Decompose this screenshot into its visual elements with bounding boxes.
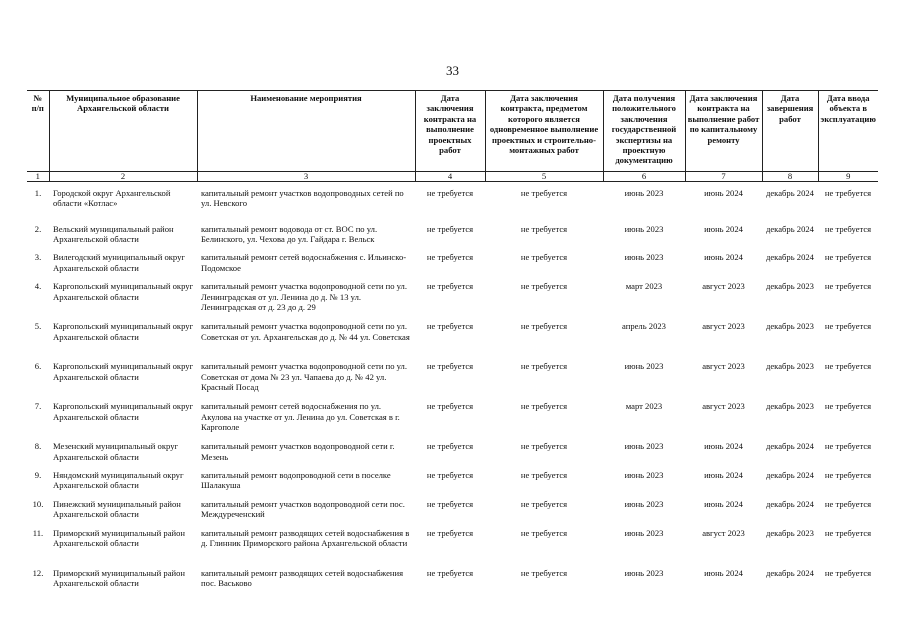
repair-contract-cell: июнь 2024 — [704, 188, 743, 198]
expertise-cell: июнь 2023 — [624, 441, 664, 452]
completion-cell: декабрь 2024 — [766, 441, 814, 452]
column-number: 4 — [415, 172, 485, 182]
expertise-cell: июнь 2023 — [624, 188, 664, 198]
municipality-cell: Каргопольский муниципальный округ Архангельской области — [53, 281, 194, 302]
header-row — [27, 91, 878, 172]
table-row — [27, 462, 878, 491]
header-cell-expertise: Дата получения положительного заключения государственной экспертизы на проектную документацию — [603, 91, 685, 172]
expertise-cell: июнь 2023 — [624, 498, 664, 509]
expertise-cell: июнь 2023 — [624, 469, 664, 480]
combined-contract-cell: не требуется — [520, 441, 568, 452]
column-number: 1 — [27, 172, 49, 182]
completion-cell: декабрь 2024 — [766, 252, 814, 263]
table-row — [27, 433, 878, 462]
column-number: 8 — [762, 172, 818, 182]
municipality-cell: Няндомский муниципальный округ Архангельской области — [53, 469, 184, 491]
repair-contract-cell: июнь 2024 — [704, 441, 743, 452]
expertise-cell: июнь 2023 — [624, 223, 664, 234]
completion-cell: декабрь 2024 — [766, 498, 814, 509]
table-row — [27, 313, 878, 353]
action-cell: капитальный ремонт водопроводной сети в поселке Шалакуша — [201, 469, 391, 491]
commissioning-cell: не требуется — [824, 567, 872, 578]
combined-contract-cell: не требуется — [520, 567, 568, 578]
action-cell: капитальный ремонт разводящих сетей водоснабжения пос. Васьково — [201, 567, 404, 588]
table-row — [27, 216, 878, 245]
combined-contract-cell: не требуется — [520, 361, 568, 372]
row-number: 2. — [34, 223, 42, 234]
expertise-cell: март 2023 — [625, 281, 663, 292]
action-cell: капитальный ремонт участков водопроводной сети пос. Междуреченский — [201, 498, 405, 520]
schedule-table — [27, 90, 878, 588]
header-cell-combined-contract: Дата заключения контракта, предметом которого является одновременное выполнение проектных и строительно-монтажных работ — [485, 91, 603, 172]
column-number: 5 — [485, 172, 603, 182]
table-row — [27, 520, 878, 560]
row-number: 7. — [34, 401, 42, 412]
completion-cell: декабрь 2023 — [766, 281, 814, 292]
completion-cell: декабрь 2023 — [766, 527, 814, 538]
table-row — [27, 393, 878, 433]
row-number: 5. — [34, 321, 42, 332]
row-number: 1. — [34, 188, 42, 198]
municipality-cell: Каргопольский муниципальный округ Архангельской области — [53, 361, 194, 382]
table-row — [27, 244, 878, 273]
municipality-cell: Приморский муниципальный район Архангельской области — [53, 527, 186, 548]
commissioning-cell: не требуется — [824, 498, 872, 509]
design-contract-cell: не требуется — [426, 498, 474, 509]
expertise-cell: июнь 2023 — [624, 527, 664, 538]
combined-contract-cell: не требуется — [520, 188, 568, 198]
commissioning-cell: не требуется — [824, 252, 872, 263]
column-number: 9 — [818, 172, 878, 182]
row-number: 12. — [32, 567, 44, 578]
repair-contract-cell: август 2023 — [702, 527, 745, 538]
commissioning-cell: не требуется — [824, 281, 872, 292]
combined-contract-cell: не требуется — [520, 281, 568, 292]
combined-contract-cell: не требуется — [520, 527, 568, 538]
design-contract-cell: не требуется — [426, 321, 474, 332]
column-number-row — [27, 172, 878, 182]
table-row — [27, 353, 878, 393]
repair-contract-cell: август 2023 — [702, 401, 745, 412]
design-contract-cell: не требуется — [426, 401, 474, 412]
header-cell-design-contract: Дата заключения контракта на выполнение проектных работ — [415, 91, 485, 172]
municipality-cell: Вилегодский муниципальный округ Архангельской области — [53, 252, 185, 273]
design-contract-cell: не требуется — [426, 188, 474, 198]
repair-contract-cell: август 2023 — [702, 281, 745, 292]
design-contract-cell: не требуется — [426, 361, 474, 372]
combined-contract-cell: не требуется — [520, 223, 568, 234]
row-number: 3. — [34, 252, 42, 263]
completion-cell: декабрь 2024 — [766, 223, 814, 234]
action-cell: капитальный ремонт участка водопроводной сети по ул. Ленинградская от ул. Ленина до д. № 13 ул. Ленинградская от д. 23 до д. 29 — [201, 281, 407, 312]
commissioning-cell: не требуется — [824, 223, 872, 234]
header-cell-municipality: Муниципальное образование Архангельской области — [49, 91, 197, 172]
repair-contract-cell: июнь 2024 — [704, 567, 743, 578]
action-cell: капитальный ремонт участков водопроводной сети г. Мезень — [201, 441, 395, 462]
table-row — [27, 491, 878, 520]
design-contract-cell: не требуется — [426, 527, 474, 538]
action-cell: капитальный ремонт разводящих сетей водоснабжения в д. Глинник Приморского района Архангельской области — [201, 527, 410, 548]
table-row — [27, 560, 878, 589]
commissioning-cell: не требуется — [824, 527, 872, 538]
header-cell-repair-contract: Дата заключения контракта на выполнение работ по капитальному ремонту — [685, 91, 762, 172]
action-cell: капитальный ремонт сетей водоснабжения с. Ильинско-Подомское — [201, 252, 407, 273]
completion-cell: декабрь 2023 — [766, 401, 814, 412]
municipality-cell: Каргопольский муниципальный округ Архангельской области — [53, 321, 194, 342]
row-number: 11. — [32, 527, 44, 538]
design-contract-cell: не требуется — [426, 252, 474, 263]
commissioning-cell: не требуется — [824, 401, 872, 412]
design-contract-cell: не требуется — [426, 223, 474, 234]
row-number: 10. — [32, 498, 44, 509]
completion-cell: декабрь 2023 — [766, 321, 814, 332]
table-row — [27, 182, 878, 216]
column-number: 7 — [685, 172, 762, 182]
header-cell-number: № п/п — [27, 91, 49, 172]
municipality-cell: Городской округ Архангельской области «Котлас» — [53, 188, 171, 209]
repair-contract-cell: июнь 2024 — [704, 223, 743, 234]
header-cell-action: Наименование мероприятия — [197, 91, 415, 172]
commissioning-cell: не требуется — [824, 469, 872, 480]
commissioning-cell: не требуется — [824, 321, 872, 332]
combined-contract-cell: не требуется — [520, 469, 568, 480]
completion-cell: декабрь 2024 — [766, 188, 814, 198]
combined-contract-cell: не требуется — [520, 401, 568, 412]
column-number: 6 — [603, 172, 685, 182]
expertise-cell: июнь 2023 — [624, 252, 664, 263]
repair-contract-cell: июнь 2024 — [704, 498, 743, 509]
completion-cell: декабрь 2024 — [766, 469, 814, 480]
repair-contract-cell: июнь 2024 — [704, 469, 743, 480]
page-number: 33 — [446, 63, 459, 78]
commissioning-cell: не требуется — [824, 188, 872, 198]
repair-contract-cell: август 2023 — [702, 361, 745, 372]
combined-contract-cell: не требуется — [520, 252, 568, 263]
commissioning-cell: не требуется — [824, 441, 872, 452]
commissioning-cell: не требуется — [824, 361, 872, 372]
combined-contract-cell: не требуется — [520, 498, 568, 509]
design-contract-cell: не требуется — [426, 281, 474, 292]
municipality-cell: Приморский муниципальный район Архангельской области — [53, 567, 186, 588]
action-cell: капитальный ремонт участков водопроводных сетей по ул. Невского — [201, 188, 404, 209]
action-cell: капитальный ремонт сетей водоснабжения по ул. Акулова на участке от ул. Ленина до ул. Советская в г. Каргополе — [201, 401, 400, 432]
expertise-cell: март 2023 — [625, 401, 663, 412]
design-contract-cell: не требуется — [426, 441, 474, 452]
column-number: 3 — [197, 172, 415, 182]
header-cell-commissioning: Дата ввода объекта в эксплуатацию — [818, 91, 878, 172]
design-contract-cell: не требуется — [426, 567, 474, 578]
expertise-cell: апрель 2023 — [622, 321, 666, 332]
expertise-cell: июнь 2023 — [624, 567, 664, 578]
column-number: 2 — [49, 172, 197, 182]
expertise-cell: июнь 2023 — [624, 361, 664, 372]
repair-contract-cell: август 2023 — [702, 321, 745, 332]
design-contract-cell: не требуется — [426, 469, 474, 480]
header-cell-completion: Дата завершения работ — [762, 91, 818, 172]
completion-cell: декабрь 2024 — [766, 567, 814, 578]
row-number: 4. — [34, 281, 42, 292]
repair-contract-cell: июнь 2024 — [704, 252, 743, 263]
municipality-cell: Каргопольский муниципальный округ Архангельской области — [53, 401, 194, 422]
municipality-cell: Мезенский муниципальный округ Архангельской области — [53, 441, 179, 462]
row-number: 8. — [34, 441, 42, 452]
row-number: 9. — [34, 469, 42, 480]
action-cell: капитальный ремонт водовода от ст. ВОС по ул. Белинского, ул. Чехова до ул. Гайдара г. Вельск — [201, 223, 378, 244]
completion-cell: декабрь 2023 — [766, 361, 814, 372]
municipality-cell: Вельский муниципальный район Архангельской области — [53, 223, 174, 244]
municipality-cell: Пинежский муниципальный район Архангельской области — [53, 498, 181, 520]
action-cell: капитальный ремонт участка водопроводной сети по ул. Советская от ул. Архангельская до д. № 44 ул. Советская — [201, 321, 410, 342]
row-number: 6. — [34, 361, 42, 372]
combined-contract-cell: не требуется — [520, 321, 568, 332]
action-cell: капитальный ремонт участка водопроводной сети по ул. Советская от дома № 23 ул. Чапаева до д. № 42 ул. Красный Посад — [201, 361, 407, 392]
table-row — [27, 273, 878, 313]
